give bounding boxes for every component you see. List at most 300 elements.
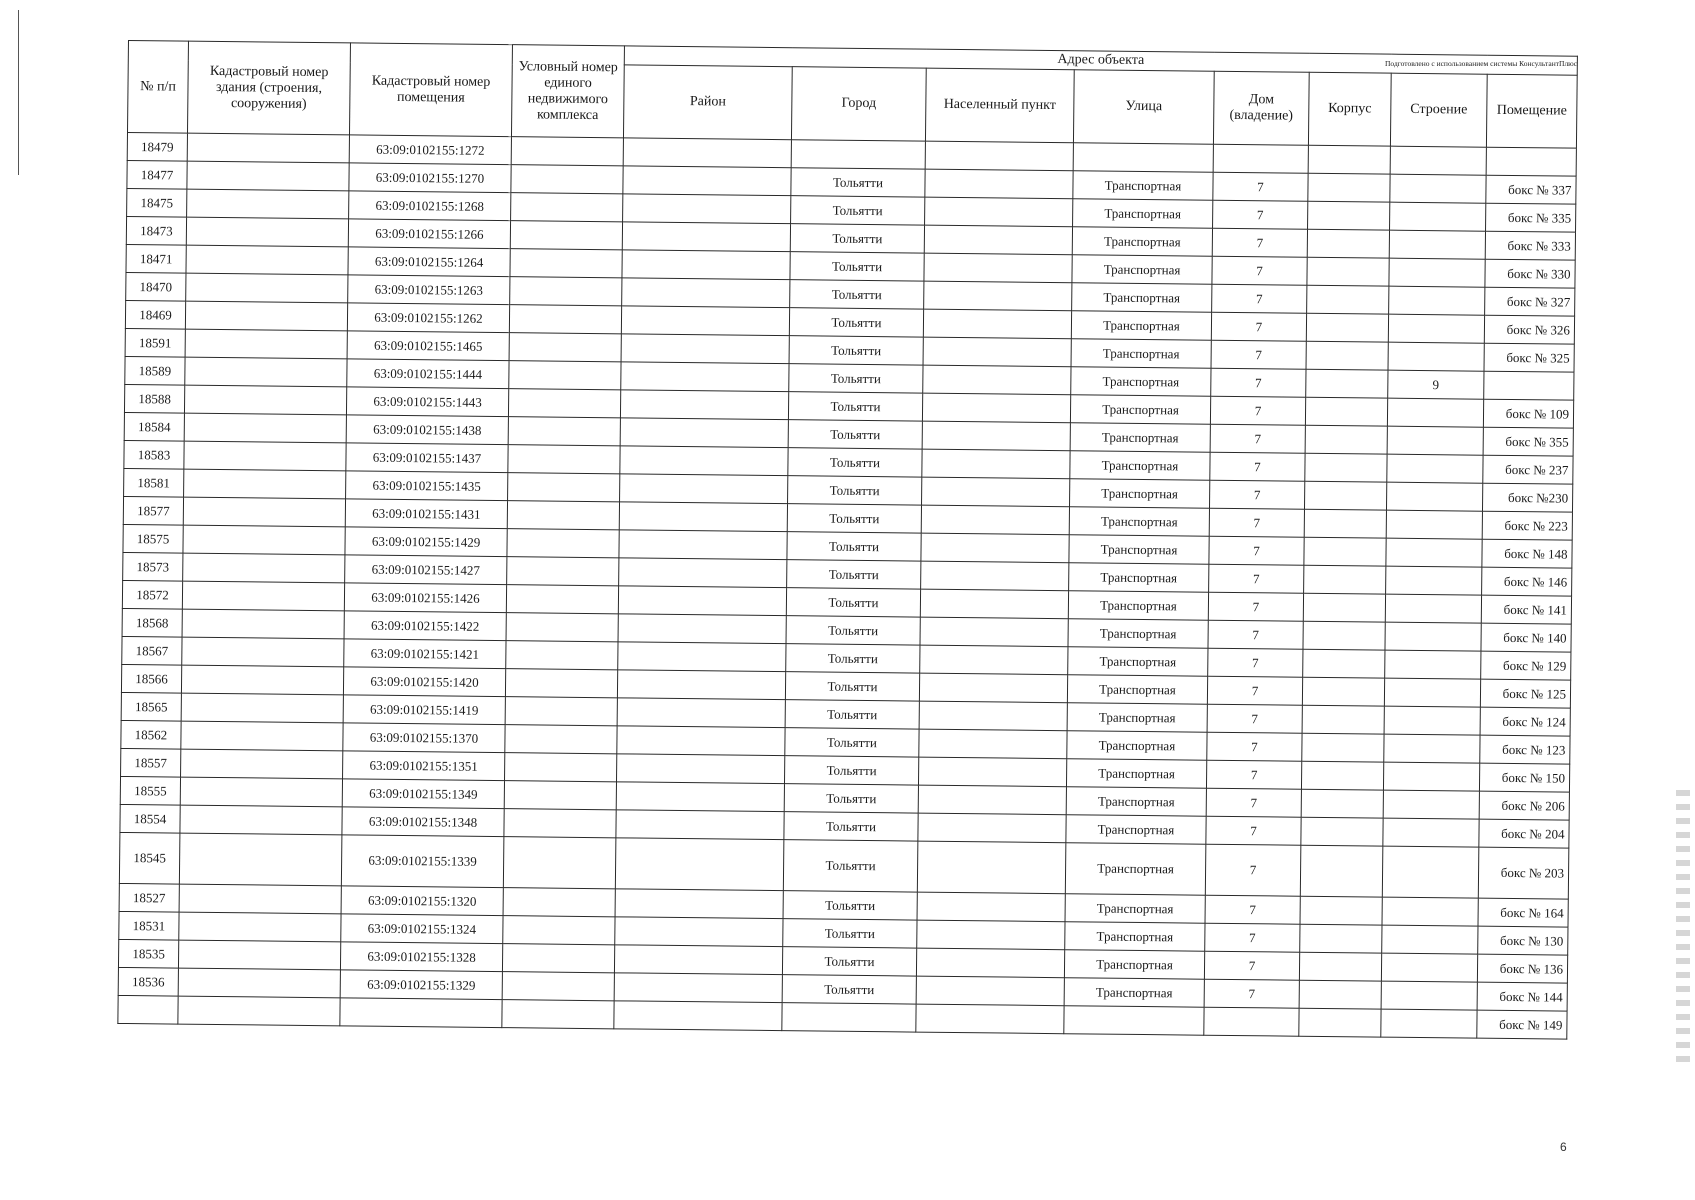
room-cadastral-cell: 63:09:0102155:1328 <box>340 942 502 972</box>
room-cell: бокс № 206 <box>1479 791 1569 820</box>
room-cadastral-cell: 63:09:0102155:1349 <box>342 779 504 809</box>
complex-number-cell <box>511 193 623 222</box>
corpus-cell <box>1300 924 1382 953</box>
corpus-cell <box>1308 145 1390 174</box>
room-cadastral-cell: 63:09:0102155:1421 <box>344 639 506 669</box>
street-cell: Транспортная <box>1070 423 1210 453</box>
corpus-cell <box>1303 621 1385 650</box>
district-cell <box>617 754 785 784</box>
room-cell: бокс № 150 <box>1479 763 1569 792</box>
city-cell: Тольятти <box>786 644 920 673</box>
row-number: 18554 <box>120 804 180 833</box>
room-cadastral-cell: 63:09:0102155:1264 <box>348 247 510 277</box>
room-cell: бокс № 148 <box>1482 539 1572 568</box>
room-cadastral-cell: 63:09:0102155:1339 <box>341 835 504 888</box>
settlement-cell <box>922 449 1070 479</box>
building-cell <box>1390 202 1486 231</box>
district-cell <box>618 642 786 672</box>
row-number: 18584 <box>124 412 184 441</box>
street-cell: Транспортная <box>1073 199 1213 229</box>
room-cell: бокс № 146 <box>1482 567 1572 596</box>
city-cell: Тольятти <box>789 364 923 393</box>
room-cadastral-cell: 63:09:0102155:1438 <box>346 415 508 445</box>
building-cadastral-cell <box>184 469 346 499</box>
district-cell <box>623 194 791 224</box>
complex-number-cell <box>504 809 616 838</box>
room-cell <box>1486 147 1576 176</box>
settlement-cell <box>921 505 1069 535</box>
corpus-cell <box>1303 649 1385 678</box>
row-number: 18536 <box>118 967 178 996</box>
complex-number-cell <box>506 641 618 670</box>
row-number: 18531 <box>119 911 179 940</box>
row-number: 18573 <box>123 552 183 581</box>
room-cadastral-cell: 63:09:0102155:1419 <box>343 695 505 725</box>
room-cell: бокс № 237 <box>1483 455 1573 484</box>
corpus-cell <box>1299 952 1381 981</box>
corpus-cell <box>1302 677 1384 706</box>
building-cadastral-cell <box>187 189 349 219</box>
complex-number-cell <box>504 781 616 810</box>
district-cell <box>622 250 790 280</box>
building-cadastral-cell <box>186 217 348 247</box>
building-cell <box>1386 482 1482 511</box>
row-number: 18583 <box>124 440 184 469</box>
city-cell: Тольятти <box>787 532 921 561</box>
city-cell: Тольятти <box>788 476 922 505</box>
building-cell: 9 <box>1388 370 1484 399</box>
settlement-cell <box>921 561 1069 591</box>
room-cadastral-cell: 63:09:0102155:1329 <box>340 970 502 1000</box>
street-cell: Транспортная <box>1064 950 1204 980</box>
row-number: 18577 <box>123 496 183 525</box>
row-number: 18535 <box>118 939 178 968</box>
complex-number-cell <box>510 277 622 306</box>
city-cell: Тольятти <box>784 784 918 813</box>
room-cell: бокс № 325 <box>1484 343 1574 372</box>
table-body <box>118 133 1577 1040</box>
house-cell: 7 <box>1204 951 1299 980</box>
room-cell: бокс № 123 <box>1480 735 1570 764</box>
city-cell: Тольятти <box>788 392 922 421</box>
complex-number-cell <box>505 697 617 726</box>
street-cell: Транспортная <box>1065 922 1205 952</box>
settlement-cell <box>920 617 1068 647</box>
room-cell: бокс № 125 <box>1480 679 1570 708</box>
settlement-cell <box>917 841 1066 894</box>
building-cell <box>1386 538 1482 567</box>
cadastral-table <box>117 40 1578 1040</box>
corpus-cell <box>1304 537 1386 566</box>
building-cell <box>1382 846 1479 898</box>
settlement-cell <box>920 589 1068 619</box>
row-number: 18555 <box>120 776 180 805</box>
settlement-cell <box>919 701 1067 731</box>
settlement-cell <box>916 1004 1064 1034</box>
corpus-cell <box>1308 173 1390 202</box>
complex-number-cell <box>507 501 619 530</box>
house-cell <box>1204 1007 1299 1036</box>
street-cell <box>1064 1006 1204 1036</box>
building-cell <box>1385 594 1481 623</box>
district-cell <box>614 1001 782 1031</box>
building-cell <box>1384 678 1480 707</box>
building-cell <box>1388 342 1484 371</box>
city-cell: Тольятти <box>789 336 923 365</box>
building-cadastral-cell <box>185 357 347 387</box>
complex-number-cell <box>505 753 617 782</box>
scan-margin-marks <box>1676 790 1690 1070</box>
city-cell: Тольятти <box>786 588 920 617</box>
street-cell: Транспортная <box>1071 311 1211 341</box>
building-cell <box>1386 566 1482 595</box>
room-cadastral-cell: 63:09:0102155:1324 <box>341 914 503 944</box>
room-cadastral-cell <box>340 998 502 1028</box>
header-house: Дом (владение) <box>1213 71 1309 145</box>
district-cell <box>616 782 784 812</box>
room-cell: бокс № 109 <box>1483 399 1573 428</box>
complex-number-cell <box>509 305 621 334</box>
row-number: 18469 <box>125 300 185 329</box>
building-cadastral-cell <box>185 329 347 359</box>
complex-number-cell <box>506 613 618 642</box>
complex-number-cell <box>503 916 615 945</box>
building-cadastral-cell <box>179 833 342 886</box>
district-cell <box>620 474 788 504</box>
corpus-cell <box>1304 565 1386 594</box>
district-cell <box>620 390 788 420</box>
complex-number-cell <box>507 529 619 558</box>
building-cell <box>1388 314 1484 343</box>
building-cell <box>1383 762 1479 791</box>
row-number <box>118 995 178 1024</box>
house-cell: 7 <box>1206 760 1301 789</box>
city-cell: Тольятти <box>784 812 918 841</box>
house-cell: 7 <box>1208 648 1303 677</box>
row-number: 18581 <box>124 468 184 497</box>
house-cell: 7 <box>1206 816 1301 845</box>
header-room-cadastral: Кадастровый номер помещения <box>349 43 512 137</box>
header-address-group: Адрес объекта <box>624 46 1577 75</box>
row-number: 18565 <box>121 692 181 721</box>
street-cell: Транспортная <box>1069 535 1209 565</box>
complex-number-cell <box>510 249 622 278</box>
district-cell <box>617 726 785 756</box>
building-cadastral-cell <box>181 749 343 779</box>
district-cell <box>621 306 789 336</box>
room-cell: бокс № 149 <box>1477 1010 1567 1039</box>
header-corpus: Корпус <box>1308 72 1391 146</box>
building-cadastral-cell <box>182 609 344 639</box>
row-number: 18588 <box>124 384 184 413</box>
city-cell: Тольятти <box>791 196 925 225</box>
row-number: 18470 <box>126 272 186 301</box>
row-number: 18477 <box>127 160 187 189</box>
room-cadastral-cell: 63:09:0102155:1262 <box>347 303 509 333</box>
district-cell <box>614 945 782 975</box>
city-cell: Тольятти <box>791 168 925 197</box>
building-cell <box>1384 706 1480 735</box>
corpus-cell <box>1300 845 1383 897</box>
row-number: 18475 <box>127 188 187 217</box>
corpus-cell <box>1304 509 1386 538</box>
city-cell: Тольятти <box>788 420 922 449</box>
room-cadastral-cell: 63:09:0102155:1437 <box>346 443 508 473</box>
complex-number-cell <box>509 361 621 390</box>
district-cell <box>621 362 789 392</box>
row-number: 18479 <box>127 133 187 162</box>
district-cell <box>622 278 790 308</box>
district-cell <box>621 334 789 364</box>
complex-number-cell <box>502 1000 614 1029</box>
city-cell: Тольятти <box>782 975 916 1004</box>
settlement-cell <box>925 169 1073 199</box>
settlement-cell <box>917 920 1065 950</box>
street-cell: Транспортная <box>1066 815 1206 845</box>
room-cell: бокс № 355 <box>1483 427 1573 456</box>
building-cell <box>1383 790 1479 819</box>
settlement-cell <box>918 757 1066 787</box>
district-cell <box>623 166 791 196</box>
district-cell <box>619 530 787 560</box>
settlement-cell <box>919 673 1067 703</box>
row-number: 18566 <box>121 664 181 693</box>
street-cell: Транспортная <box>1067 731 1207 761</box>
district-cell <box>620 446 788 476</box>
corpus-cell <box>1307 285 1389 314</box>
district-cell <box>617 670 785 700</box>
building-cell <box>1387 398 1483 427</box>
complex-number-cell <box>510 221 622 250</box>
house-cell <box>1213 144 1308 173</box>
city-cell: Тольятти <box>787 504 921 533</box>
settlement-cell <box>919 729 1067 759</box>
header-settlement: Населенный пункт <box>925 68 1074 143</box>
house-cell: 7 <box>1204 979 1299 1008</box>
room-cell: бокс № 140 <box>1481 623 1571 652</box>
building-cadastral-cell <box>187 161 349 191</box>
settlement-cell <box>916 948 1064 978</box>
corpus-cell <box>1301 789 1383 818</box>
building-cadastral-cell <box>179 912 341 942</box>
header-num: № п/п <box>127 41 188 134</box>
house-cell: 7 <box>1212 256 1307 285</box>
room-cadastral-cell: 63:09:0102155:1320 <box>341 886 503 916</box>
corpus-cell <box>1306 369 1388 398</box>
district-cell <box>620 418 788 448</box>
building-cadastral-cell <box>185 301 347 331</box>
house-cell: 7 <box>1207 732 1302 761</box>
row-number: 18572 <box>122 580 182 609</box>
house-cell: 7 <box>1211 340 1306 369</box>
street-cell: Транспортная <box>1071 367 1211 397</box>
building-cell <box>1389 230 1485 259</box>
corpus-cell <box>1300 896 1382 925</box>
complex-number-cell <box>508 389 620 418</box>
room-cadastral-cell: 63:09:0102155:1420 <box>343 667 505 697</box>
building-cadastral-cell <box>178 940 340 970</box>
table-header <box>127 41 1577 149</box>
corpus-cell <box>1299 980 1381 1009</box>
settlement-cell <box>923 337 1071 367</box>
room-cell: бокс № 130 <box>1478 926 1568 955</box>
city-cell: Тольятти <box>785 728 919 757</box>
room-cell: бокс № 326 <box>1484 315 1574 344</box>
room-cell: бокс № 337 <box>1486 175 1576 204</box>
row-number: 18473 <box>126 216 186 245</box>
city-cell: Тольятти <box>784 756 918 785</box>
house-cell: 7 <box>1208 620 1303 649</box>
header-complex-number: Условный номер единого недвижимого комплекса <box>511 45 624 138</box>
city-cell: Тольятти <box>782 947 916 976</box>
house-cell: 7 <box>1209 564 1304 593</box>
building-cadastral-cell <box>180 805 342 835</box>
corpus-cell <box>1307 229 1389 258</box>
page-number: 6 <box>1560 1140 1567 1154</box>
city-cell: Тольятти <box>783 891 917 920</box>
complex-number-cell <box>511 137 623 166</box>
building-cadastral-cell <box>178 996 340 1026</box>
room-cadastral-cell: 63:09:0102155:1444 <box>347 359 509 389</box>
row-number: 18527 <box>119 883 179 912</box>
building-cadastral-cell <box>181 721 343 751</box>
settlement-cell <box>923 309 1071 339</box>
room-cadastral-cell: 63:09:0102155:1370 <box>343 723 505 753</box>
building-cadastral-cell <box>184 441 346 471</box>
building-cadastral-cell <box>186 245 348 275</box>
row-number: 18589 <box>125 356 185 385</box>
street-cell: Транспортная <box>1069 563 1209 593</box>
room-cadastral-cell: 63:09:0102155:1351 <box>343 751 505 781</box>
header-district: Район <box>623 65 792 140</box>
settlement-cell <box>917 892 1065 922</box>
settlement-cell <box>918 813 1066 843</box>
room-cadastral-cell: 63:09:0102155:1443 <box>346 387 508 417</box>
building-cell <box>1385 622 1481 651</box>
settlement-cell <box>922 477 1070 507</box>
settlement-cell <box>920 645 1068 675</box>
house-cell: 7 <box>1209 536 1304 565</box>
district-cell <box>615 838 784 891</box>
room-cell: бокс № 164 <box>1478 898 1568 927</box>
house-cell: 7 <box>1209 508 1304 537</box>
street-cell: Транспортная <box>1067 703 1207 733</box>
room-cell: бокс № 129 <box>1481 651 1571 680</box>
header-building-cadastral: Кадастровый номер здания (строения, сооружения) <box>187 41 350 135</box>
complex-number-cell <box>511 165 623 194</box>
street-cell: Транспортная <box>1072 283 1212 313</box>
district-cell <box>623 138 791 168</box>
street-cell: Транспортная <box>1064 978 1204 1008</box>
settlement-cell <box>916 976 1064 1006</box>
street-cell: Транспортная <box>1068 619 1208 649</box>
corpus-cell <box>1301 761 1383 790</box>
street-cell: Транспортная <box>1071 339 1211 369</box>
settlement-cell <box>923 365 1071 395</box>
building-cell <box>1387 426 1483 455</box>
complex-number-cell <box>507 557 619 586</box>
house-cell: 7 <box>1210 396 1305 425</box>
room-cell: бокс № 204 <box>1479 819 1569 848</box>
building-cell <box>1381 981 1477 1010</box>
district-cell <box>614 973 782 1003</box>
city-cell: Тольятти <box>790 280 924 309</box>
complex-number-cell <box>502 944 614 973</box>
complex-number-cell <box>503 888 615 917</box>
room-cell: бокс № 327 <box>1485 287 1575 316</box>
document-sheet <box>117 40 1578 1040</box>
complex-number-cell <box>502 972 614 1001</box>
room-cell: бокс № 223 <box>1482 511 1572 540</box>
city-cell: Тольятти <box>785 700 919 729</box>
district-cell <box>616 810 784 840</box>
settlement-cell <box>922 393 1070 423</box>
settlement-cell <box>921 533 1069 563</box>
room-cell: бокс № 141 <box>1481 595 1571 624</box>
district-cell <box>618 586 786 616</box>
row-number: 18562 <box>121 720 181 749</box>
building-cell <box>1389 286 1485 315</box>
corpus-cell <box>1302 733 1384 762</box>
street-cell: Транспортная <box>1070 395 1210 425</box>
house-cell: 7 <box>1207 704 1302 733</box>
complex-number-cell <box>509 333 621 362</box>
corpus-cell <box>1303 593 1385 622</box>
house-cell: 7 <box>1213 172 1308 201</box>
corpus-cell <box>1299 1008 1381 1037</box>
house-cell: 7 <box>1205 895 1300 924</box>
district-cell <box>617 698 785 728</box>
building-cadastral-cell <box>183 553 345 583</box>
building-cell <box>1382 897 1478 926</box>
room-cadastral-cell: 63:09:0102155:1427 <box>345 555 507 585</box>
district-cell <box>618 614 786 644</box>
room-cell: бокс № 333 <box>1485 231 1575 260</box>
street-cell: Транспортная <box>1072 227 1212 257</box>
building-cadastral-cell <box>181 693 343 723</box>
room-cadastral-cell: 63:09:0102155:1422 <box>344 611 506 641</box>
corpus-cell <box>1305 397 1387 426</box>
room-cadastral-cell: 63:09:0102155:1263 <box>348 275 510 305</box>
corpus-cell <box>1308 201 1390 230</box>
building-cadastral-cell <box>181 665 343 695</box>
complex-number-cell <box>506 585 618 614</box>
house-cell: 7 <box>1209 480 1304 509</box>
room-cadastral-cell: 63:09:0102155:1465 <box>347 331 509 361</box>
room-cadastral-cell: 63:09:0102155:1426 <box>344 583 506 613</box>
street-cell: Транспортная <box>1068 647 1208 677</box>
building-cell <box>1383 818 1479 847</box>
building-cell <box>1385 650 1481 679</box>
settlement-cell <box>925 197 1073 227</box>
room-cell: бокс № 203 <box>1478 847 1569 899</box>
house-cell: 7 <box>1211 368 1306 397</box>
street-cell: Транспортная <box>1066 759 1206 789</box>
building-cell <box>1387 454 1483 483</box>
row-number: 18591 <box>125 328 185 357</box>
header-city: Город <box>791 67 926 141</box>
street-cell: Транспортная <box>1068 591 1208 621</box>
building-cadastral-cell <box>183 497 345 527</box>
header-building: Строение <box>1390 73 1487 147</box>
district-cell <box>615 917 783 947</box>
house-cell: 7 <box>1212 284 1307 313</box>
house-cell: 7 <box>1205 844 1301 896</box>
building-cadastral-cell <box>184 385 346 415</box>
building-cadastral-cell <box>180 777 342 807</box>
street-cell: Транспортная <box>1070 479 1210 509</box>
settlement-cell <box>918 785 1066 815</box>
